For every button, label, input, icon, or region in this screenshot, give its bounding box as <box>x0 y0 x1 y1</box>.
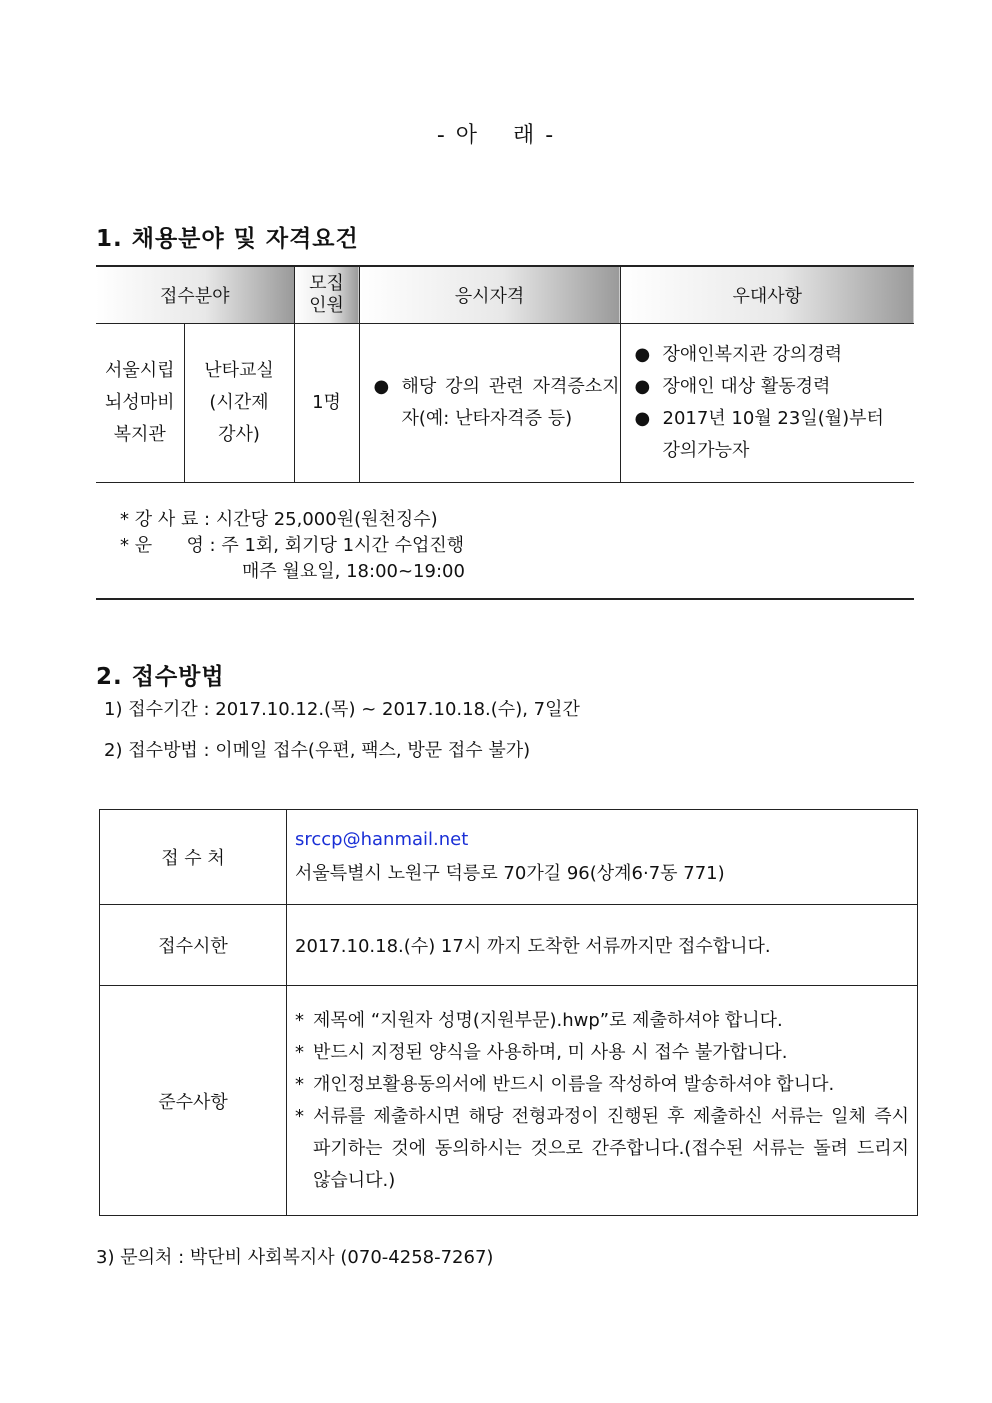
field-cell: 난타교실 (시간제 강사) <box>184 324 294 483</box>
email-link[interactable]: srccp@hanmail.net <box>295 829 469 850</box>
contact-info: 3) 문의처 : 박단비 사회복지사 (070-4258-7267) <box>96 1247 494 1268</box>
recipient-value <box>287 810 918 905</box>
application-period: 1) 접수기간 : 2017.10.12.(목) ~ 2017.10.18.(수), 7일간 <box>104 699 580 720</box>
heading-left: - 아 <box>436 123 479 148</box>
qualification-cell <box>359 324 620 483</box>
section1-bottom-rule <box>96 598 914 600</box>
application-table <box>99 809 918 1216</box>
recipient-label: 접 수 처 <box>100 810 287 905</box>
header-field: 접수분야 <box>96 266 294 324</box>
recipient-row <box>100 810 918 905</box>
rules-row <box>100 986 918 1216</box>
rule-item: * 반드시 지정된 양식을 사용하며, 미 사용 시 접수 불가합니다. <box>295 1037 909 1069</box>
preference-item: ● 장애인복지관 강의경력 <box>635 339 915 371</box>
heading-right: 래 - <box>513 123 556 148</box>
header-preference: 우대사항 <box>620 266 914 324</box>
note-schedule: 매주 월요일, 18:00~19:00 <box>242 561 465 582</box>
document-heading <box>0 118 992 149</box>
qualification-item: ● 해당 강의 관련 자격증소지자(예: 난타자격증 등) <box>374 371 620 435</box>
recruitment-table <box>96 265 914 483</box>
recruitment-table-header <box>96 266 914 324</box>
recruitment-table-row <box>96 324 914 483</box>
rules-value <box>287 986 918 1216</box>
preference-item: ● 장애인 대상 활동경력 <box>635 371 915 403</box>
note-operation: * 운 영 : 주 1회, 회기당 1시간 수업진행 <box>120 535 465 556</box>
rule-item: * 서류를 제출하시면 해당 전형과정이 진행된 후 제출하신 서류는 일체 즉시 파기하는 것에 동의하시는 것으로 간주합니다.(접수된 서류는 돌려 드리지 않습니다.) <box>295 1101 909 1197</box>
section1-title: 1. 채용분야 및 자격요건 <box>96 226 359 252</box>
note-fee: * 강 사 료 : 시간당 25,000원(원천징수) <box>120 509 438 530</box>
section2-title: 2. 접수방법 <box>96 664 225 690</box>
header-qualification: 응시자격 <box>359 266 620 324</box>
application-method: 2) 접수방법 : 이메일 접수(우편, 팩스, 방문 접수 불가) <box>104 740 531 761</box>
rule-item: * 제목에 “지원자 성명(지원부문).hwp”로 제출하셔야 합니다. <box>295 1005 909 1037</box>
address-text: 서울특별시 노원구 덕릉로 70가길 96(상계6·7동 771) <box>295 863 725 884</box>
preference-item: ● 2017년 10월 23일(월)부터 강의가능자 <box>635 403 898 467</box>
preference-cell <box>620 324 914 483</box>
rule-item: * 개인정보활용동의서에 반드시 이름을 작성하여 발송하셔야 합니다. <box>295 1069 909 1101</box>
deadline-label: 접수시한 <box>100 905 287 986</box>
deadline-value: 2017.10.18.(수) 17시 까지 도착한 서류까지만 접수합니다. <box>287 905 918 986</box>
count-cell: 1명 <box>294 324 359 483</box>
org-cell: 서울시립 뇌성마비 복지관 <box>96 324 184 483</box>
deadline-row <box>100 905 918 986</box>
rules-label: 준수사항 <box>100 986 287 1216</box>
header-count: 모집 인원 <box>294 266 359 324</box>
